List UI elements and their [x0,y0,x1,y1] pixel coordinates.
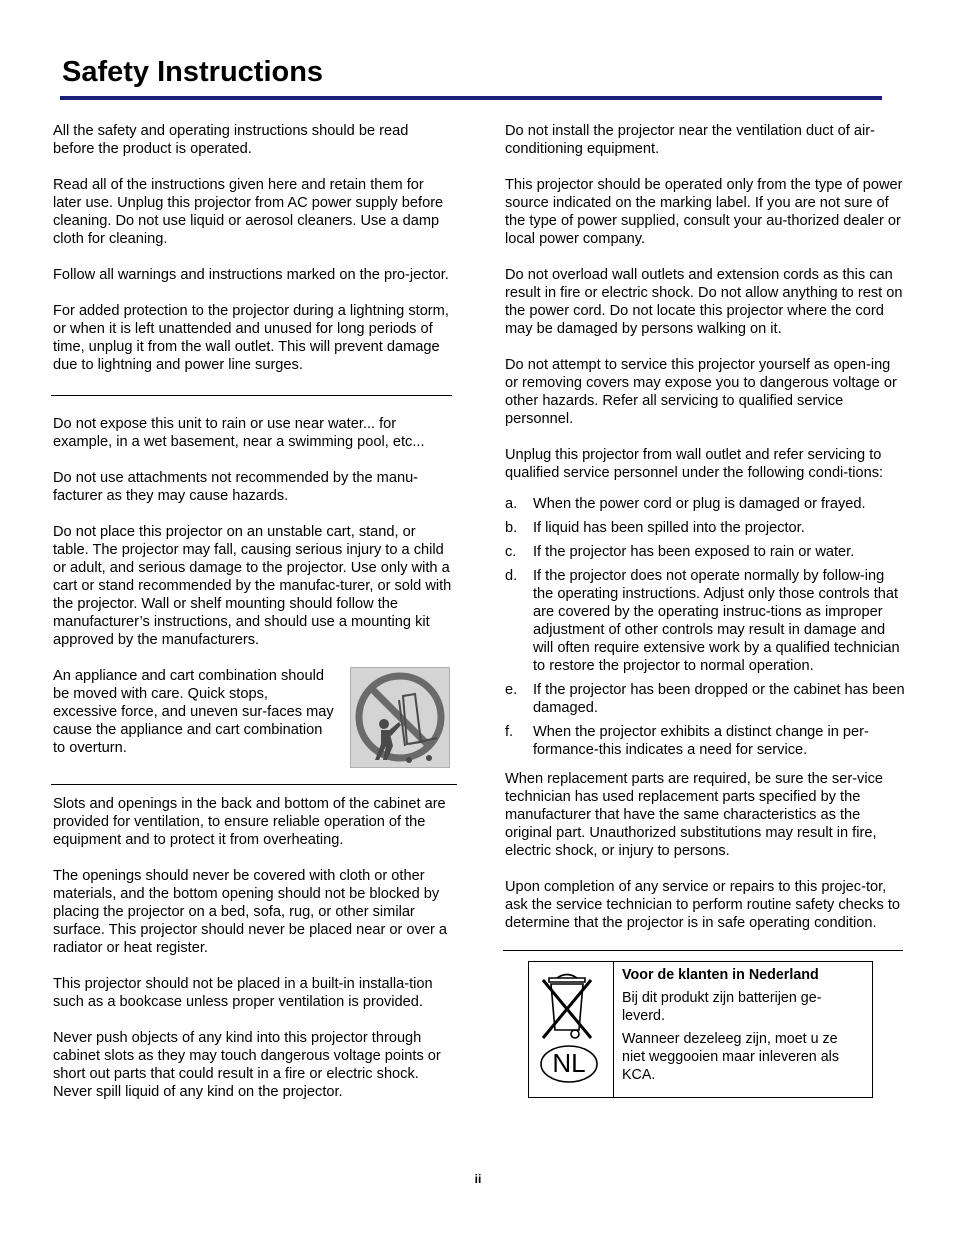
cart-tip-over-warning-icon [350,667,450,768]
nl-logo-text: NL [552,1048,586,1078]
left-column [53,122,453,1101]
paragraph: Slots and openings in the back and bottom of the cabinet are provided for ventilation, to ensure reliable operation of the equipment and to protect it from overheating. [53,796,446,848]
paragraph: Upon completion of any service or repairs to this projec-tor, ask the service technician to perform routine safety checks to determine that the projector is in safe operating condition. [505,879,901,931]
paragraph: Do not overload wall outlets and extension cords as this can result in fire or electric shock. Do not allow anything to rest on the power cord. Do not locate this projector where the cord may be damaged by persons walking on it. [505,267,903,337]
paragraph: This projector should not be placed in a built-in installa-tion such as a bookcase unless proper ventilation is provided. [53,976,433,1010]
paragraph: Do not attempt to service this projector yourself as open-ing or removing covers may expose you to dangerous voltage or other hazards. Refer all servicing to qualified service personnel. [505,357,897,427]
paragraph: This projector should be operated only from the type of power source indicated on the marking label. If you are not sure of the type of power supplied, consult your au-thorized dealer or local power company. [505,177,903,247]
right-column [505,122,905,1098]
list-item: b. If liquid has been spilled into the projector. [505,520,805,536]
title-rule [60,96,882,100]
crossed-out-wheelie-bin-icon [535,968,607,1086]
list-item: a. When the power cord or plug is damaged or frayed. [505,496,866,512]
paragraph: Unplug this projector from wall outlet and refer servicing to qualified service personnel under the following condi-tions: [505,447,884,481]
section-divider [503,950,903,951]
section-divider [51,784,457,785]
nl-logo-cell [529,962,614,1097]
page-title: Safety Instructions [62,56,324,88]
list-item: e. If the projector has been dropped or the cabinet has been damaged. [505,682,905,716]
list-item: d. If the projector does not operate normally by follow-ing the operating instructions. Adjust only those controls that are covered by the operating instruc-tions as improper adjustment of other controls may result in damage and will often require extensive work by a qualified technician to restore the projector to normal operation. [505,568,900,674]
paragraph: The openings should never be covered with cloth or other materials, and the bottom opening should not be blocked by placing the projector on a bed, sofa, rug, or other similar surface. This projector should never be placed near or over a radiator or heat register. [53,868,447,956]
paragraph: Do not place this projector on an unstable cart, stand, or table. The projector may fall, causing serious injury to a child or adult, and serious damage to the projector. Use only with a cart or stand recommended by the manufac-turer, or sold with the projector. Wall or shelf mounting should follow the manufacturer’s instructions, and should use a mounting kit approved by the manufacturers. [53,524,452,648]
paragraph: All the safety and operating instructions should be read before the product is operated. [53,123,409,157]
cart-warning [53,667,453,768]
paragraph: Never push objects of any kind into this projector through cabinet slots as they may touch dangerous voltage points or short out parts that could result in a fire or electric shock. Never spill liquid of any kind on the projector. [53,1030,441,1100]
paragraph: Do not expose this unit to rain or use near water... for example, in a wet basement, near a swimming pool, etc... [53,416,425,450]
service-conditions-list [505,495,905,759]
page-number: ii [474,1172,482,1186]
paragraph: For added protection to the projector during a lightning storm, or when it is left unattended and unused for long periods of time, unplug it from the wall outlet. This will prevent damage due to lightning and power line surges. [53,303,449,373]
list-item: c. If the projector has been exposed to rain or water. [505,544,855,560]
paragraph: Bij dit produkt zijn batterijen ge-leverd. [622,990,822,1024]
nl-battery-notice [528,961,873,1098]
paragraph: Read all of the instructions given here and retain them for later use. Unplug this projector from AC power supply before cleaning. Do not use liquid or aerosol cleaners. Use a damp cloth for cleaning. [53,177,444,247]
paragraph: Follow all warnings and instructions marked on the pro-jector. [53,267,449,283]
list-item: f. When the projector exhibits a distinct change in per-formance-this indicates a need for service. [505,724,869,758]
paragraph: Do not use attachments not recommended by the manu-facturer as they may cause hazards. [53,470,419,504]
section-divider [51,395,452,396]
nl-notice-heading: Voor de klanten in Nederland [622,967,819,983]
nl-notice-text [614,962,872,1097]
paragraph: An appliance and cart combination should be moved with care. Quick stops, excessive force, and uneven sur-faces may cause the appliance and cart combination to overturn. [53,668,334,756]
paragraph: Do not install the projector near the ventilation duct of air-conditioning equipment. [505,123,875,157]
paragraph: Wanneer dezeleeg zijn, moet u ze niet weggooien maar inleveren als KCA. [622,1031,839,1083]
paragraph: When replacement parts are required, be sure the ser-vice technician has used replacement parts specified by the manufacturer that have the same characteristics as the original part. Unauthorized substitutions may result in fire, electric shock, or injury to persons. [505,771,883,859]
